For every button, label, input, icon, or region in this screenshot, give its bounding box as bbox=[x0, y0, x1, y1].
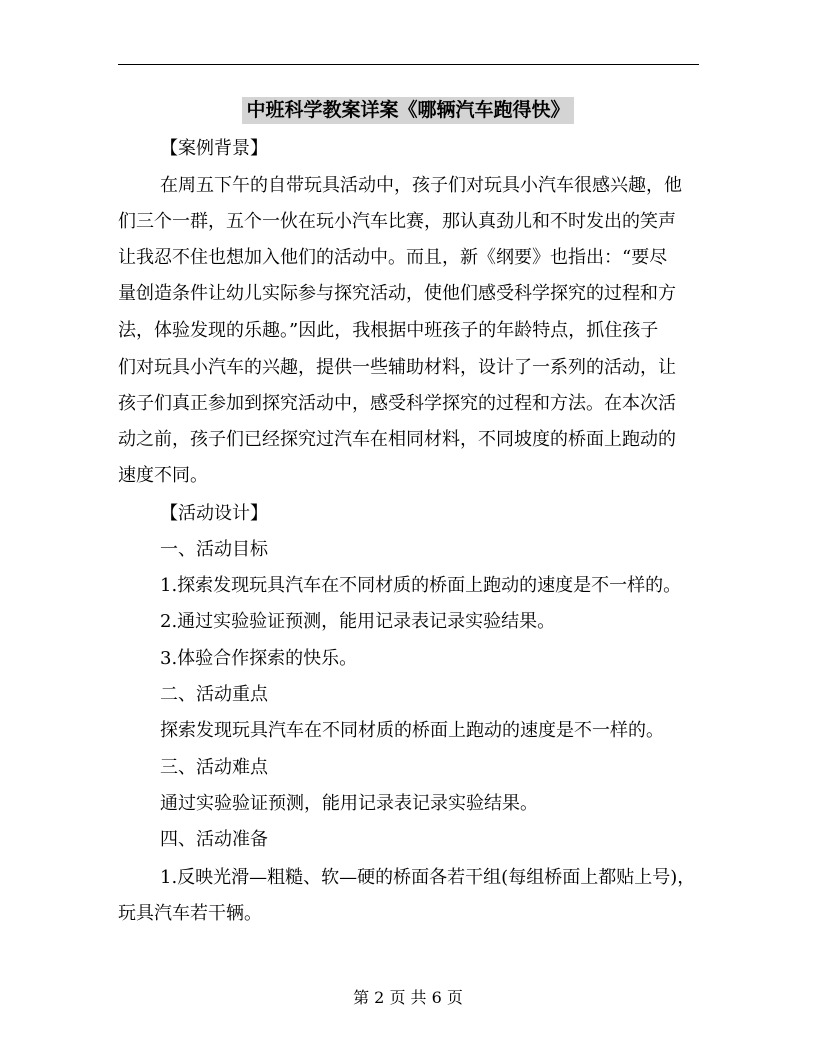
goal-item: 2.通过实验验证预测，能用记录表记录实验结果。 bbox=[160, 611, 556, 632]
difficulty-text: 通过实验验证预测，能用记录表记录实验结果。 bbox=[160, 793, 538, 814]
paragraph-line: 动之前，孩子们已经探究过汽车在相同材料，不同坡度的桥面上跑动的 bbox=[118, 429, 676, 450]
key-point-text: 探索发现玩具汽车在不同材质的桥面上跑动的速度是不一样的。 bbox=[160, 720, 664, 741]
page-number-footer: 第 2 页 共 6 页 bbox=[353, 988, 463, 1007]
paragraph-line: 让我忍不住也想加入他们的活动中。而且，新《纲要》也指出：“要尽 bbox=[118, 247, 668, 268]
section-label-design: 【活动设计】 bbox=[160, 503, 268, 524]
key-point-heading: 二、活动重点 bbox=[160, 684, 268, 705]
difficulty-heading: 三、活动难点 bbox=[160, 757, 268, 778]
goal-heading: 一、活动目标 bbox=[160, 539, 268, 560]
paragraph-line: 法，体验发现的乐趣。”因此，我根据中班孩子的年龄特点，抓住孩子 bbox=[118, 320, 659, 341]
goal-item: 1.探索发现玩具汽车在不同材质的桥面上跑动的速度是不一样的。 bbox=[160, 575, 682, 596]
preparation-item: 1.反映光滑—粗糙、软—硬的桥面各若干组(每组桥面上都贴上号)， bbox=[160, 867, 696, 888]
paragraph-line: 速度不同。 bbox=[118, 465, 208, 486]
goal-item: 3.体验合作探索的快乐。 bbox=[160, 648, 358, 669]
paragraph-line: 孩子们真正参加到探究活动中，感受科学探究的过程和方法。在本次活 bbox=[118, 393, 676, 414]
preparation-heading: 四、活动准备 bbox=[160, 829, 268, 850]
preparation-item-continuation: 玩具汽车若干辆。 bbox=[118, 903, 262, 924]
paragraph-line: 在周五下午的自带玩具活动中，孩子们对玩具小汽车很感兴趣，他 bbox=[160, 175, 682, 196]
paragraph-line: 们对玩具小汽车的兴趣，提供一些辅助材料，设计了一系列的活动，让 bbox=[118, 357, 676, 378]
header-rule bbox=[118, 64, 699, 65]
title-container bbox=[0, 97, 816, 124]
document-title: 中班科学教案详案《哪辆汽车跑得快》 bbox=[242, 97, 573, 124]
paragraph-line: 量创造条件让幼儿实际参与探究活动，使他们感受科学探究的过程和方 bbox=[118, 283, 676, 304]
section-label-background: 【案例背景】 bbox=[160, 138, 268, 159]
paragraph-line: 们三个一群，五个一伙在玩小汽车比赛，那认真劲儿和不时发出的笑声 bbox=[118, 211, 676, 232]
